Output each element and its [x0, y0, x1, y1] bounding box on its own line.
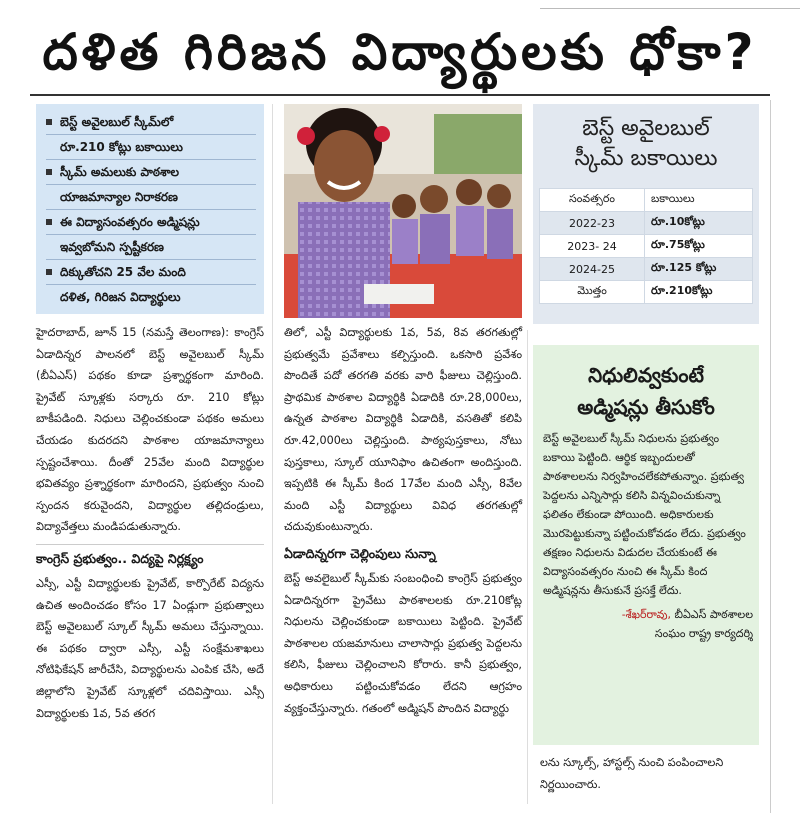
highlight-line: ఈ విద్యాసంవత్సరం అడ్మిషన్లు — [60, 215, 200, 229]
highlight-item — [46, 185, 256, 210]
highlight-line: యాజమాన్యాల నిరాకరణ — [60, 190, 178, 204]
highlight-line: రూ.210 కోట్లు బకాయిలు — [60, 140, 183, 154]
dues-title-line: స్కీమ్ బకాయిలు — [574, 146, 718, 171]
students-photo — [284, 104, 522, 318]
dues-title-line: బెస్ట్ అవైలబుల్ — [582, 116, 710, 141]
article-column-3-tail: లను స్కూల్స్, హాస్టల్స్ నుంచి పంపించాలని నిర్ణయించారు. — [540, 756, 724, 791]
table-row — [540, 258, 753, 281]
highlight-item — [46, 110, 256, 135]
table-cell-year: 2022-23 — [540, 212, 645, 235]
quote-box — [533, 345, 759, 745]
quote-signature-role: బీఏఎస్ పాఠశాలల — [674, 608, 753, 621]
table-header-cell: బకాయిలు — [645, 189, 753, 212]
highlight-line: దళిత, గిరిజన విద్యార్థులు — [60, 290, 181, 304]
table-cell-amount: రూ.10కోట్లు — [651, 215, 705, 228]
column-divider — [527, 330, 528, 804]
article-subheading: ఏడాదిన్నరగా చెల్లింపులు సున్నా — [284, 545, 436, 561]
highlights-box — [36, 104, 264, 314]
quote-headline — [533, 359, 759, 423]
highlight-item — [46, 160, 256, 185]
article-column-2 — [284, 322, 522, 719]
highlight-item — [46, 285, 256, 309]
square-bullet-icon — [46, 219, 52, 225]
dues-table-title — [533, 114, 759, 174]
article-column-1 — [36, 322, 264, 724]
square-bullet-icon — [46, 269, 52, 275]
highlight-line: దిక్కుతోచని 25 వేల మంది — [60, 265, 186, 279]
article-paragraph: ఎస్సీ, ఎస్టీ విద్యార్థులకు ప్రైవేట్, కార్పొరేట్ విద్యను ఉచిత అందించడం కోసం 17 ఏండ్లుగా ప్రభుత్వాలు బెస్ట్ అవైలబుల్ స్కూల్ స్కీమ్ అమలు చేస్తున్నాయి. ఈ పథకం ద్వారా ఎస్సీ, ఎస్టీ సంక్షేమశాఖలు నోటిఫికేషన్ జారీచేసి, విద్యార్థులను ఎంపిక చేసి, అదే జిల్లాలోని ప్రైవేట్ స్కూళ్లలో చదివిస్తాయి. ఎస్సీ విద్యార్థులకు 1వ, 5వ తరగ — [36, 576, 264, 720]
table-cell-amount: రూ.75కోట్లు — [651, 238, 705, 251]
table-row — [540, 235, 753, 258]
dues-table-box — [533, 104, 759, 324]
table-header-cell: సంవత్సరం — [540, 189, 645, 212]
highlight-line: స్కీమ్ అమలుకు పాఠశాల — [60, 165, 180, 179]
quote-signature-name: -శేఖర్‌రావు, — [621, 608, 671, 621]
article-subheading: కాంగ్రెస్ ప్రభుత్వం.. విద్యపై నిర్లక్ష్యం — [36, 544, 264, 569]
highlight-item — [46, 135, 256, 160]
adjacent-article-strip — [770, 100, 800, 813]
square-bullet-icon — [46, 169, 52, 175]
table-cell-amount: రూ.125 కోట్లు — [651, 261, 717, 274]
quote-head-line: నిధులివ్వకుంటే — [588, 363, 704, 387]
highlight-item — [46, 235, 256, 260]
table-cell-year: మొత్తం — [540, 281, 645, 304]
dues-table — [539, 188, 753, 304]
headline: దళిత గిరిజన విద్యార్థులకు ధోకా? — [42, 23, 758, 81]
article-paragraph: హైదరాబాద్, జూన్ 15 (నమస్తే తెలంగాణ): కాంగ్రెస్ ఏడాదిన్నర పాలనలో బెస్ట్ అవైలబుల్ స్కీమ్ (బీఏఎస్) పథకం కూడా ప్రశ్నార్థకంగా మారింది. ప్రైవేట్ స్కూళ్లకు సర్కారు రూ. 210 కోట్లు బాకీపడింది. నిధులు చెల్లించకుండా పథకం అమలు చేయడం కుదరదని పాఠశాల యాజమాన్యాలు స్పష్టంచేశాయి. దీంతో 25వేల మంది విద్యార్థుల భవితవ్యం ప్రశ్నార్థకంగా మారిందని, ప్రభుత్వం నుంచి స్పందన కరువైందని, విద్యార్థుల తల్లిదండ్రులు, విద్యావేత్తలు మండిపడుతున్నారు. — [36, 326, 264, 534]
table-cell-year: 2024-25 — [540, 258, 645, 281]
students-illustration — [284, 104, 522, 318]
table-header-row — [540, 189, 753, 212]
quote-head-line: అడ్మిషన్లు తీసుకోం — [577, 395, 715, 419]
square-bullet-icon — [46, 119, 52, 125]
highlight-item — [46, 210, 256, 235]
headline-divider — [30, 94, 770, 96]
article-paragraph: తిలో, ఎస్టీ విద్యార్థులకు 1వ, 5వ, 8వ తరగతుల్లో ప్రభుత్వమే ప్రవేశాలు కల్పిస్తుంది. ఒకసారి ప్రవేశం పొందితే పదో తరగతి వరకు వారి ఫీజులు చెల్లిస్తుంది. ప్రాథమిక పాఠశాల విద్యార్థికి ఏడాదికి రూ.28,000లు, ఉన్నత పాఠశాల విద్యార్థికి ఏడాదికి, వసతితో కలిపి రూ.42,000లు చెల్లిస్తుంది. పాఠ్యపుస్తకాలు, నోటు పుస్తకాలు, స్కూల్ యూనిఫాం ఉచితంగా అందిస్తుంది. ఇప్పటికి ఈ స్కీమ్ కింద 17వేల మంది ఎస్సీ, 8వేల మంది ఎస్టీ విద్యార్థులు వివిధ తరగతుల్లో చదువుకుంటున్నారు. — [284, 326, 522, 534]
highlight-item — [46, 260, 256, 285]
table-row — [540, 212, 753, 235]
top-rule — [540, 0, 800, 9]
highlight-line: ఇవ్వబోమని స్పష్టీకరణ — [60, 240, 164, 254]
column-divider — [272, 104, 273, 804]
quote-body: బెస్ట్ అవైలబుల్ స్కీమ్ నిధులను ప్రభుత్వం బకాయి పెట్టింది. ఆర్థిక ఇబ్బందులతో పాఠశాలలను నిర్వహించలేకపోతున్నాం. ప్రభుత్వ పెద్దలను ఎన్నిసార్లు కలిసి విన్నవించుకున్నా ఫలితం లేకుండా పోయింది. అధికారులకు మొరపెట్టుకున్నా పట్టించుకోవడం లేదు. ప్రభుత్వం తక్షణం నిధులను విడుదల చేయకుంటే ఈ విద్యాసంవత్సరం నుంచి ఈ స్కీమ్ కింద అడ్మిషన్లను తీసుకునే ప్రసక్తే లేదు. — [543, 432, 746, 597]
quote-signature — [543, 605, 753, 643]
table-row — [540, 281, 753, 304]
article-paragraph: బెస్ట్ అవలైబుల్ స్కీమ్‌కు సంబంధించి కాంగ్రెస్ ప్రభుత్వం ఏడాదిన్నరగా ప్రైవేటు పాఠశాలలకు రూ.210కోట్ల నిధులను చెల్లించకుండా బకాయిలు పెట్టింది. ప్రైవేట్ పాఠశాలల యజమానులు చాలాసార్లు ప్రభుత్వ పెద్దలను కలిసి, ఫీజులు చెల్లించాలని కోరారు. కానీ ప్రభుత్వం, అధికారులు పట్టించుకోవడం లేదని ఆగ్రహం వ్యక్తంచేస్తున్నారు. గతంలో అడ్మిషన్ పొందిన విద్యార్థు — [284, 571, 522, 715]
table-cell-amount: రూ.210కోట్లు — [651, 284, 713, 297]
quote-signature-role: సంఘం రాష్ట్ర కార్యదర్శి — [654, 627, 753, 640]
table-cell-year: 2023- 24 — [540, 235, 645, 258]
highlight-line: బెస్ట్ అవైలబుల్ స్కీమ్‌లో — [60, 115, 174, 129]
